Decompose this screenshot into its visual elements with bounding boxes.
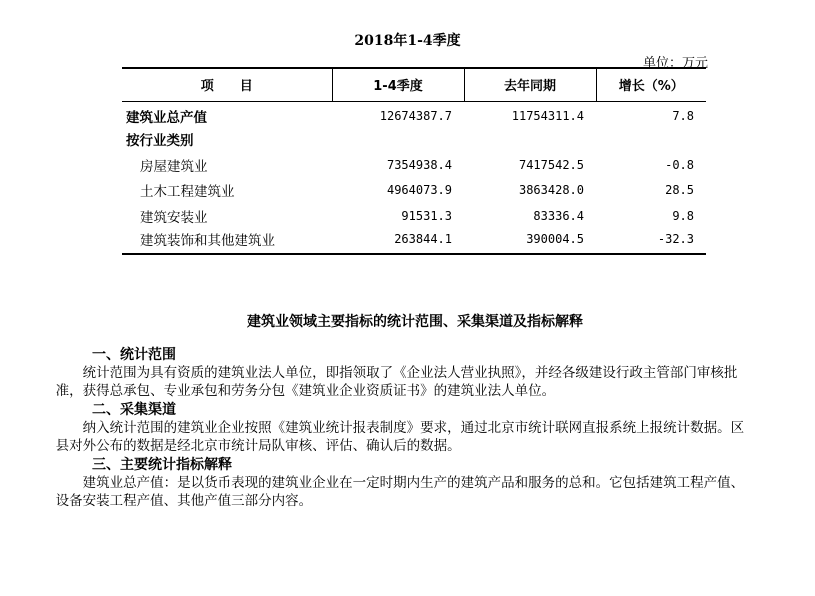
notes-title: 建筑业领域主要指标的统计范围、采集渠道及指标解释	[247, 314, 583, 330]
section-text: 纳入统计范围的建筑业企业按照《建筑业统计报表制度》要求，通过北京市统计联网直报系统上报统计数据。区县对外公布的数据是经北京市统计局队审核、评估、确认后的数据。	[55, 420, 745, 454]
row-label: 按行业类别	[126, 133, 194, 150]
table-row	[122, 203, 706, 229]
row-current: 4964073.9	[386, 183, 452, 198]
row-label: 建筑业总产值	[126, 109, 207, 126]
section-scope	[55, 346, 764, 400]
row-growth: -0.8	[665, 157, 694, 172]
row-current: 7354938.4	[386, 157, 452, 172]
header-prior: 去年同期	[464, 68, 596, 101]
row-label: 土木工程建筑业	[140, 184, 235, 201]
row-prior: 390004.5	[464, 229, 596, 255]
row-current: 263844.1	[332, 229, 464, 255]
row-growth: 7.8	[672, 108, 694, 123]
row-growth	[596, 127, 706, 153]
row-growth: 9.8	[672, 208, 694, 223]
section-heading: 三、主要统计指标解释	[92, 457, 232, 473]
section-text: 统计范围为具有资质的建筑业法人单位，即指领取了《企业法人营业执照》，并经各级建设行政主管部门审核批准，获得总承包、专业承包和劳务分包《建筑业企业资质证书》的建筑业法人单位。	[55, 365, 738, 399]
row-label: 建筑装饰和其他建筑业	[122, 229, 332, 255]
unit-label: 单位：万元	[642, 56, 708, 71]
table-header-row	[122, 68, 706, 101]
row-prior: 11754311.4	[511, 108, 584, 123]
row-current: 12674387.7	[379, 108, 452, 123]
row-prior	[464, 127, 596, 153]
statistics-table	[122, 67, 706, 255]
section-heading: 二、采集渠道	[92, 402, 176, 418]
section-text: 建筑业总产值：是以货币表现的建筑业企业在一定时期内生产的建筑产品和服务的总和。它包括建筑工程产值、设备安装工程产值、其他产值三部分内容。	[55, 475, 745, 509]
table-row	[122, 152, 706, 178]
table-row	[122, 101, 706, 127]
header-growth: 增长（%）	[596, 68, 706, 101]
section-heading: 一、统计范围	[92, 347, 176, 363]
row-growth: -32.3	[596, 229, 706, 255]
row-label: 房屋建筑业	[140, 158, 208, 175]
section-definitions	[55, 456, 764, 510]
section-channel	[55, 401, 764, 455]
table-title: 2018年1-4季度	[354, 33, 461, 49]
row-current	[332, 127, 464, 153]
row-label: 建筑安装业	[140, 209, 208, 226]
header-item: 项 目	[122, 68, 332, 101]
header-current: 1-4季度	[332, 68, 464, 101]
table-row	[122, 229, 706, 255]
row-prior: 83336.4	[533, 208, 584, 223]
table-row	[122, 178, 706, 204]
row-current: 91531.3	[401, 208, 452, 223]
row-prior: 3863428.0	[518, 183, 584, 198]
row-prior: 7417542.5	[518, 157, 584, 172]
row-growth: 28.5	[665, 183, 694, 198]
table-row	[122, 127, 706, 153]
